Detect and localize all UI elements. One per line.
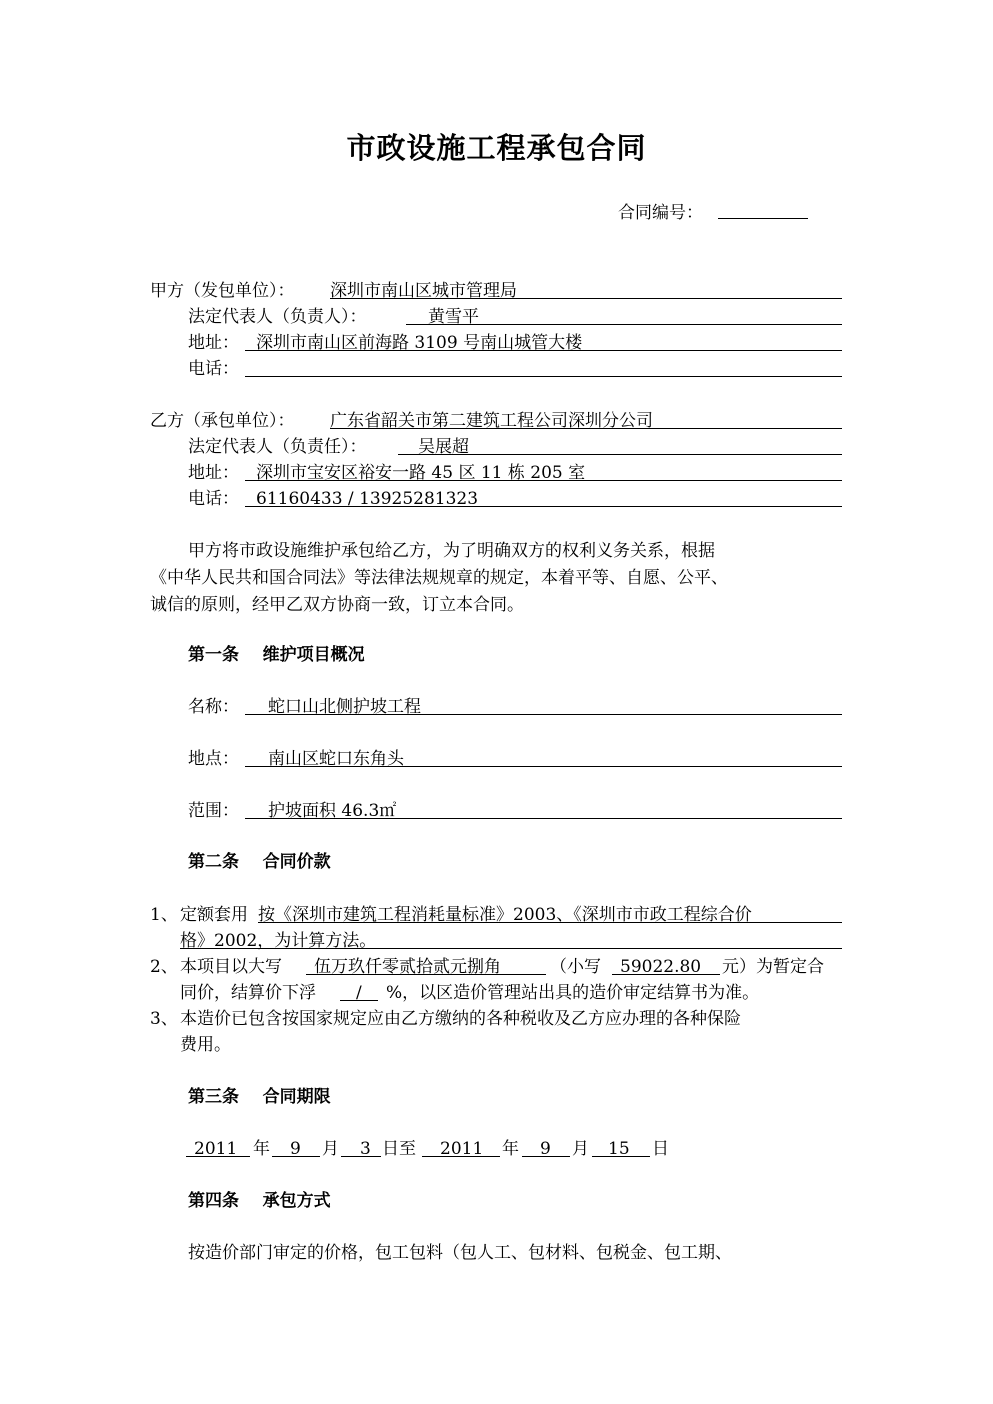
item-1-line-1 (258, 922, 842, 923)
party-a-label: 甲方（发包单位）： (150, 281, 295, 301)
end-month: 9 (540, 1139, 551, 1159)
party-a-rep-label: 法定代表人（负责人）： (188, 307, 367, 327)
contract-price-number-line (612, 974, 720, 975)
party-a-name-line (330, 298, 842, 299)
project-place-label: 地点： (188, 749, 239, 769)
project-name-label: 名称： (188, 697, 239, 717)
party-b-addr: 深圳市宝安区裕安一路 45 区 11 栋 205 室 (256, 463, 586, 483)
project-name-line (245, 714, 842, 715)
item-1-line-2: 格》2002，为计算方法。 (180, 931, 377, 951)
party-a-name: 深圳市南山区城市管理局 (330, 281, 517, 301)
item-1-line-2-rule (180, 948, 842, 949)
item-2-prefix: 本项目以大写 (180, 957, 282, 977)
price-float-line (340, 1000, 378, 1001)
article-4-heading: 第四条 承包方式 (188, 1191, 331, 1211)
project-name: 蛇口山北侧护坡工程 (268, 697, 421, 717)
item-2-line-2-suffix: %，以区造价管理站出具的造价审定结算书为准。 (386, 983, 760, 1003)
item-3-number: 3、 (150, 1009, 178, 1029)
party-b-addr-line (245, 480, 842, 481)
contract-no-blank (718, 218, 808, 219)
month-label-1: 月 (322, 1139, 339, 1159)
contract-price-uppercase: 伍万玖仟零贰拾贰元捌角 (314, 957, 501, 977)
party-b-name: 广东省韶关市第二建筑工程公司深圳分公司 (330, 411, 653, 431)
contract-no-label: 合同编号： (618, 203, 703, 223)
party-b-name-line (330, 428, 842, 429)
project-scope-label: 范围： (188, 801, 239, 821)
party-a-addr-line (245, 350, 842, 351)
start-day-line (341, 1156, 381, 1157)
project-place-line (245, 766, 842, 767)
party-b-rep-label: 法定代表人（负责任）： (188, 437, 367, 457)
item-2-number: 2、 (150, 957, 178, 977)
start-year: 2011 (194, 1139, 238, 1159)
end-day-line (592, 1156, 650, 1157)
item-1-prefix: 定额套用 (180, 905, 248, 925)
party-b-label: 乙方（承包单位）： (150, 411, 295, 431)
item-2-line-2-prefix: 同价，结算价下浮 (180, 983, 316, 1003)
article-1-heading: 第一条 维护项目概况 (188, 645, 365, 665)
project-scope-line (245, 818, 842, 819)
start-month-line (272, 1156, 320, 1157)
party-a-addr: 深圳市南山区前海路 3109 号南山城管大楼 (256, 333, 583, 353)
day-label: 日 (652, 1139, 669, 1159)
end-year: 2011 (440, 1139, 484, 1159)
article-2-heading: 第二条 合同价款 (188, 852, 331, 872)
article-4-line-1: 按造价部门审定的价格，包工包料（包人工、包材料、包税金、包工期、 (188, 1243, 732, 1263)
item-3-line-1: 本造价已包含按国家规定应由乙方缴纳的各种税收及乙方应办理的各种保险 (180, 1009, 741, 1029)
end-month-line (522, 1156, 570, 1157)
start-month: 9 (290, 1139, 301, 1159)
intro-line-3: 诚信的原则，经甲乙双方协商一致，订立本合同。 (150, 595, 524, 615)
start-day: 3 (360, 1139, 371, 1159)
party-b-rep: 吴展超 (418, 437, 469, 457)
day-to-label: 日至 (382, 1139, 416, 1159)
article-3-heading: 第三条 合同期限 (188, 1087, 331, 1107)
party-b-addr-label: 地址： (188, 463, 239, 483)
party-b-tel-label: 电话： (188, 489, 239, 509)
item-1-quota-standard: 按《深圳市建筑工程消耗量标准》2003、《深圳市市政工程综合价 (258, 905, 752, 925)
party-b-tel-line (245, 506, 842, 507)
party-b-rep-line (398, 454, 842, 455)
party-a-tel-label: 电话： (188, 359, 239, 379)
contract-price-number: 59022.80 (620, 957, 702, 977)
price-float-value: / (356, 983, 362, 1003)
item-1-number: 1、 (150, 905, 178, 925)
party-a-addr-label: 地址： (188, 333, 239, 353)
month-label-2: 月 (572, 1139, 589, 1159)
item-2-mid: （小写 (550, 957, 601, 977)
year-label-2: 年 (502, 1139, 519, 1159)
party-b-tel: 61160433 / 13925281323 (256, 489, 479, 509)
end-day: 15 (608, 1139, 630, 1159)
item-2-unit: 元）为暂定合 (722, 957, 824, 977)
intro-line-1: 甲方将市政设施维护承包给乙方，为了明确双方的权利义务关系，根据 (188, 541, 715, 561)
party-a-tel-line (245, 376, 842, 377)
project-scope: 护坡面积 46.3㎡ (268, 801, 397, 821)
project-place: 南山区蛇口东角头 (268, 749, 404, 769)
end-year-line (422, 1156, 500, 1157)
party-a-rep: 黄雪平 (428, 307, 479, 327)
year-label-1: 年 (253, 1139, 270, 1159)
intro-line-2: 《中华人民共和国合同法》等法律法规规章的规定，本着平等、自愿、公平、 (150, 568, 728, 588)
contract-price-uppercase-line (306, 974, 546, 975)
item-3-line-2: 费用。 (180, 1035, 231, 1055)
start-year-line (186, 1156, 250, 1157)
party-a-rep-line (406, 324, 842, 325)
document-title: 市政设施工程承包合同 (346, 131, 647, 165)
